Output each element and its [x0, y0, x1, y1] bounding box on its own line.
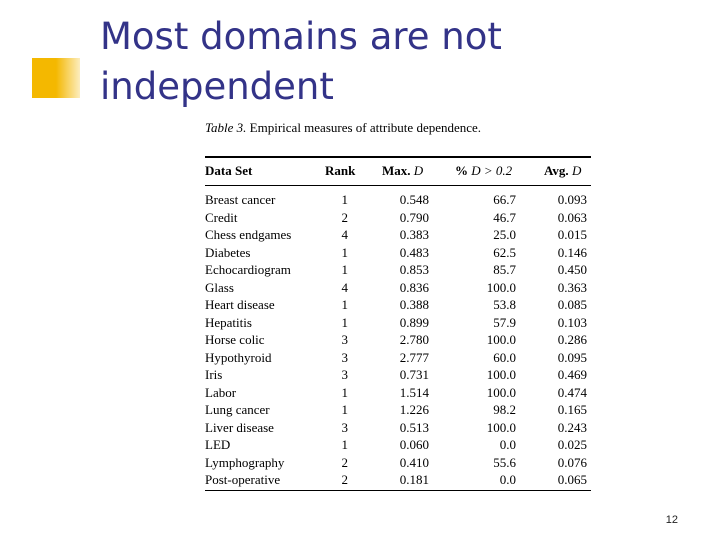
cell-avg-d: 0.450: [557, 262, 587, 277]
header-pct-expr: D > 0.2: [471, 163, 513, 178]
cell-rank: 3: [341, 332, 348, 347]
cell-max-d: 2.777: [399, 349, 429, 365]
table-row: [0, 332, 720, 350]
cell-max-d: 2.780: [399, 332, 429, 347]
table-row: [0, 437, 720, 455]
cell-avg-d: 0.243: [557, 419, 587, 435]
table-top-rule: [205, 156, 591, 158]
table-row: [0, 385, 720, 403]
cell-data-set: Glass: [205, 279, 234, 295]
table-header-rule: [205, 185, 591, 186]
cell-avg-d: 0.146: [557, 244, 587, 260]
cell-pct-d: 55.6: [493, 454, 516, 470]
cell-avg-d: 0.065: [557, 472, 587, 487]
cell-pct-d: 25.0: [493, 227, 516, 242]
cell-data-set: Hypothyroid: [205, 349, 272, 365]
cell-max-d: 0.483: [399, 244, 429, 260]
cell-pct-d: 85.7: [493, 262, 516, 277]
table-row: [0, 455, 720, 473]
cell-rank: 1: [341, 314, 348, 330]
cell-data-set: Lung cancer: [205, 402, 270, 417]
cell-rank: 1: [341, 244, 348, 260]
cell-data-set: Horse colic: [205, 332, 265, 347]
cell-pct-d: 100.0: [486, 367, 516, 382]
cell-rank: 1: [341, 384, 348, 400]
cell-max-d: 1.514: [399, 384, 429, 400]
header-data-set: Data Set: [205, 163, 253, 178]
table-caption: [205, 120, 481, 136]
header-pct-prefix: %: [455, 163, 468, 178]
cell-pct-d: 57.9: [493, 314, 516, 330]
cell-data-set: Labor: [205, 384, 237, 400]
cell-pct-d: 100.0: [486, 279, 516, 295]
table-row: [0, 367, 720, 385]
cell-max-d: 0.853: [399, 262, 429, 277]
cell-avg-d: 0.103: [557, 314, 587, 330]
cell-pct-d: 0.0: [499, 472, 516, 487]
table-row: [0, 210, 720, 228]
cell-max-d: 0.060: [399, 437, 429, 452]
cell-data-set: Lymphography: [205, 454, 285, 470]
cell-data-set: Liver disease: [205, 419, 274, 435]
table-row: [0, 420, 720, 438]
table-row: [0, 245, 720, 263]
header-max-d: [382, 163, 423, 179]
cell-max-d: 0.383: [399, 227, 429, 242]
cell-rank: 3: [341, 349, 348, 365]
cell-data-set: Diabetes: [205, 244, 251, 260]
slide-title: [100, 12, 502, 112]
cell-avg-d: 0.469: [557, 367, 587, 382]
cell-rank: 1: [341, 297, 348, 312]
page-number: 12: [665, 514, 678, 526]
cell-data-set: Breast cancer: [205, 192, 276, 207]
cell-avg-d: 0.093: [557, 192, 587, 207]
cell-max-d: 0.899: [399, 314, 429, 330]
cell-pct-d: 60.0: [493, 349, 516, 365]
cell-data-set: Iris: [205, 367, 223, 382]
cell-pct-d: 100.0: [486, 332, 516, 347]
header-pct-d: [455, 163, 512, 179]
table-row: [0, 402, 720, 420]
slide-title-line-2: independent: [100, 65, 334, 108]
cell-pct-d: 46.7: [493, 209, 516, 225]
cell-rank: 4: [341, 279, 348, 295]
cell-avg-d: 0.363: [557, 279, 587, 295]
cell-pct-d: 53.8: [493, 297, 516, 312]
cell-rank: 2: [341, 209, 348, 225]
cell-data-set: Chess endgames: [205, 227, 292, 242]
cell-max-d: 0.181: [399, 472, 429, 487]
cell-max-d: 0.790: [399, 209, 429, 225]
cell-data-set: Credit: [205, 209, 238, 225]
cell-rank: 2: [341, 454, 348, 470]
table-row: [0, 192, 720, 210]
header-avg-var: D: [571, 163, 582, 178]
cell-data-set: Hepatitis: [205, 314, 252, 330]
table-row: [0, 472, 720, 490]
cell-avg-d: 0.474: [557, 384, 587, 400]
table-row: [0, 280, 720, 298]
cell-max-d: 0.513: [399, 419, 429, 435]
cell-pct-d: 100.0: [486, 384, 516, 400]
table-row: [0, 297, 720, 315]
cell-avg-d: 0.085: [557, 297, 587, 312]
header-avg-d: [544, 163, 581, 179]
cell-rank: 1: [341, 402, 348, 417]
table-caption-text: Empirical measures of attribute dependence.: [249, 120, 482, 135]
cell-pct-d: 0.0: [499, 437, 516, 452]
cell-max-d: 0.410: [399, 454, 429, 470]
cell-pct-d: 98.2: [493, 402, 516, 417]
cell-avg-d: 0.063: [557, 209, 587, 225]
slide-title-line-1: Most domains are not: [100, 15, 502, 58]
header-max-var: D: [413, 163, 424, 178]
cell-rank: 1: [341, 437, 348, 452]
cell-data-set: Echocardiogram: [205, 262, 291, 277]
cell-max-d: 0.836: [399, 279, 429, 295]
cell-data-set: Post-operative: [205, 472, 281, 487]
cell-avg-d: 0.025: [557, 437, 587, 452]
cell-avg-d: 0.165: [557, 402, 587, 417]
cell-max-d: 1.226: [399, 402, 429, 417]
cell-pct-d: 66.7: [493, 192, 516, 207]
table-row: [0, 350, 720, 368]
cell-rank: 3: [341, 419, 348, 435]
header-rank: Rank: [325, 163, 356, 178]
cell-rank: 3: [341, 367, 348, 382]
header-avg-prefix: Avg.: [544, 163, 569, 178]
table-bottom-rule: [205, 490, 591, 491]
cell-rank: 4: [341, 227, 348, 242]
table-row: [0, 227, 720, 245]
table-caption-label: Table 3.: [205, 120, 247, 135]
cell-data-set: LED: [205, 437, 231, 452]
cell-data-set: Heart disease: [205, 297, 275, 312]
cell-max-d: 0.388: [399, 297, 429, 312]
title-accent-fade: [56, 58, 80, 98]
cell-pct-d: 62.5: [493, 244, 516, 260]
table-row: [0, 262, 720, 280]
cell-max-d: 0.731: [399, 367, 429, 382]
cell-rank: 1: [341, 262, 348, 277]
cell-avg-d: 0.095: [557, 349, 587, 365]
cell-avg-d: 0.015: [557, 227, 587, 242]
cell-avg-d: 0.286: [557, 332, 587, 347]
cell-rank: 2: [341, 472, 348, 487]
cell-pct-d: 100.0: [486, 419, 516, 435]
header-max-prefix: Max.: [382, 163, 411, 178]
cell-rank: 1: [341, 192, 348, 207]
cell-max-d: 0.548: [399, 192, 429, 207]
table-row: [0, 315, 720, 333]
cell-avg-d: 0.076: [557, 454, 587, 470]
